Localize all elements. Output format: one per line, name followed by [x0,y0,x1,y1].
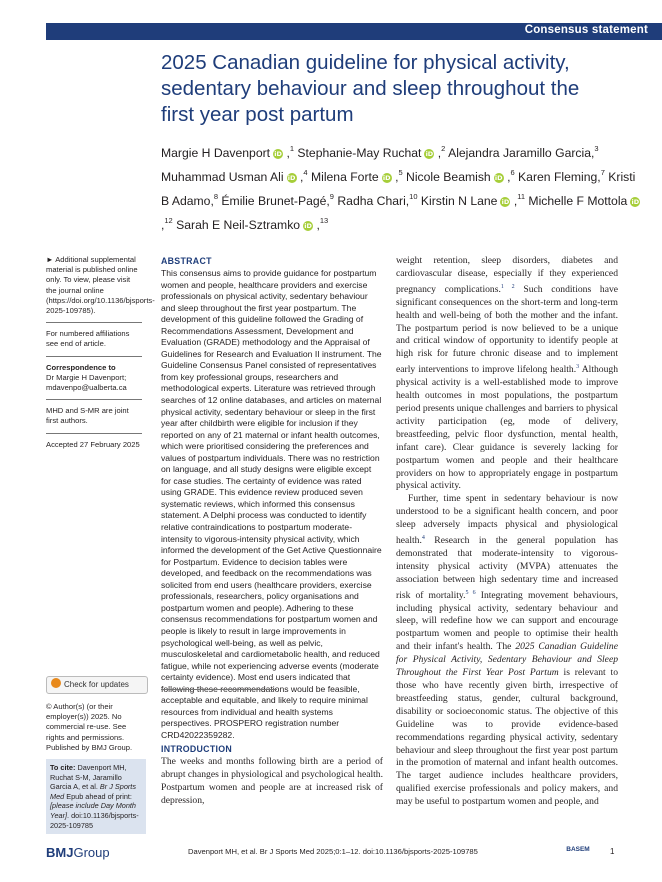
cite-box [46,759,146,834]
reference-marker[interactable]: 1 2 [500,283,515,290]
abstract-text: This consensus aims to provide guidance for postpartum women and people, healthcare providers and exercise professionals on physical activity, sedentary behaviour and sleep throughout the first year postpartum. The development of this guideline followed the Grading of Recommendations Assessment, Development and Evaluation (GRADE) methodology and the Appraisal of Guidelines for Research and Evaluation II instrument. The Guideline Consensus Panel consisted of representatives from key professional groups, researchers and methodological experts. Literature was retrieved through searches of 12 online databases, and articles on maternal physical activity, sedentary behaviour or sleep in the first year after childbirth were eligible for inclusion if they reported on any of 21 maternal or infant health outcomes, which were prioritised considering the preferences and values of postpartum individuals. There was no restriction on language, and all study designs were eligible except for case studies. The certainty of evidence was rated using GRADE. This evidence review produced seven systematic reviews, which informed this consensus statement. A Delphi process was conducted to identify relative contraindications to postpartum moderate-intensity to vigorous-intensity physical activity, which informed the development of the Get Active Questionnaire for Postpartum. Evidence to decision tables were developed, and feedback on the recommendations was solicited from end users (healthcare providers, exercise professionals, researchers, policy organisations and postpartum women and people). Adhering to these consensus recommendations for postpartum women and people is likely to result in large improvements in psychological well-being, as well as pelvic, musculoskeletal and cardiometabolic health, and reduced fatigue, while not experiencing adverse events (moderate certainty evidence). Most end users indicated that following these recommendations would be feasible, acceptable and equitable, and likely to require minimal resources from individual and health systems perspectives. PROSPERO registration number CRD42022359282. [161,268,382,740]
author-name: Émilie Brunet-Pagé, [221,194,330,208]
body-text: Further, time spent in sedentary behaviour is now understood to be a significant health concern, and poor sleep adversely impacts physical and physiological health. [396,493,618,547]
affiliation-number: 2 [441,144,446,153]
cite-epub: Epub ahead of print: [66,791,132,801]
cite-date: [please include Day Month Year] [50,801,136,820]
author-name: Stephanie-May Ruchat [297,146,422,160]
cite-authors: Davenport MH, Ruchat S-M, Jaramillo Garcia A, et al. [50,763,127,792]
correspondence-label: Correspondence to [46,362,116,372]
joint-authors-note [46,406,142,433]
author[interactable]: Michelle F Mottola iD ,$^{12}$ [161,194,640,232]
accepted-text: Accepted 27 February 2025 [46,439,140,449]
author[interactable] [337,194,417,208]
body-text: Although physical activity is a well-established mode to improve health outcomes in most populations, the postpartum period presents unique challenges and barriers to physical activity participation (eg, mode of delivery, breastfeeding, pelvic floor dysfunction, mental health, infant care). Clear guidance is severely lacking for postpartum women and people and their healthcare providers on how to appropriately engage in postpartum physical activity. [396,364,618,492]
affiliation-number: 6 [510,168,515,177]
orcid-icon[interactable]: iD [494,174,503,182]
introduction-text: The weeks and months following birth are a period of abrupt changes in physiological and psychological health. Postpartum women and people are at increased risk of depression, [161,756,383,806]
author[interactable] [518,170,605,184]
reference-marker[interactable]: 4 [421,535,425,542]
check-updates-icon [51,678,61,688]
basem-logo: BASEM [566,846,590,853]
affiliation-number: 10 [409,192,418,201]
author-name: Kristi B Adamo, [161,170,636,208]
logo-text-bmj: BMJ [46,845,74,860]
accepted-date [46,440,142,456]
affiliation-number: 12 [164,216,173,225]
banner-label: Consensus statement [524,24,648,36]
author[interactable]: Nicole Beamish iD ,$^6$ [406,168,515,184]
supplemental-text: ► Additional supplemental material is published online only. To view, please visit the journal online (https://doi.org/10.1136/bjsports-2025-109785). [46,255,155,316]
affiliation-number: 5 [398,168,403,177]
orcid-icon[interactable]: iD [304,222,312,230]
orcid-icon[interactable]: iD [425,150,434,158]
joint-authors-text: MHD and S-MR are joint first authors. [46,406,129,426]
orcid-icon[interactable]: iD [382,174,391,182]
affiliations-note [46,329,142,356]
section-banner [46,23,662,40]
bmj-logo [46,845,110,860]
copyright-note: © Author(s) (or their employer(s)) 2025. No commercial re-use. See rights and permissions. Published by BMJ Group. [46,702,133,752]
affiliation-number: 8 [213,192,219,201]
footer-citation: Davenport MH, et al. Br J Sports Med 2025;0:1–12. doi:10.1136/bjsports-2025-109785 [188,847,478,856]
author[interactable]: Muhammad Usman Ali iD ,$^4$ [161,168,308,184]
logo-text-group: Group [73,845,110,860]
correspondence [46,363,142,401]
author-name: Alejandra Jaramillo Garcia, [448,146,595,160]
author[interactable]: Milena Forte iD ,$^5$ [310,168,403,184]
body-column [396,255,618,809]
affiliation-number: 3 [594,144,599,153]
author[interactable]: Margie H Davenport iD ,$^1$ [161,144,295,160]
orcid-icon[interactable]: iD [631,198,640,206]
orcid-icon[interactable]: iD [287,174,296,182]
cite-label: To cite: [50,763,76,772]
page-number: 1 [610,847,615,856]
author[interactable]: Kirstin N Lane iD ,$^{11}$ [420,192,526,208]
orcid-icon[interactable]: iD [274,150,282,158]
cite-doi: . doi:10.1136/bjsports-2025-109785 [50,810,139,830]
author-name: Michelle F Mottola [528,194,628,208]
author[interactable]: Stephanie-May Ruchat iD ,$^2$ [297,144,446,160]
author-name: Kirstin N Lane [420,194,498,208]
author-list [161,139,641,235]
affiliation-number: 7 [600,168,605,177]
author-name: Margie H Davenport [161,146,271,160]
body-text: weight retention, sleep disorders, diabetes and cardiovascular disease, especially if they experienced pregnancy complications. [396,255,618,295]
body-text: Such conditions have significant consequences on the short-term and long-term health and well-being of both the mother and the infant. The postpartum period is now believed to be a unique and critical window of opportunity to identify people at high risk for future chronic disease and to implement early interventions to improve lifelong health. [396,283,619,376]
sidebar [46,255,155,462]
affiliation-number: 13 [319,216,329,225]
reference-marker[interactable]: 5 6 [465,589,476,596]
author-name: Nicole Beamish [406,170,491,184]
body-paragraph-1 [396,255,618,493]
body-text: is relevant to those who have recently given birth, irrespective of breastfeeding status, gender, cultural background, disability or socioeconomic status. The objective of this Guideline was to provide evidence-based recommendations regarding physical activity, sedentary behaviour and sleep throughout the first year post partum in the promotion of maternal and infant health outcomes. The target audience includes healthcare providers, qualified exercise professionals and policy makers, and may be useful to postpartum women and people, and [396,667,618,808]
body-paragraph-2 [396,493,618,809]
orcid-icon[interactable]: iD [501,198,510,206]
supplemental-note [46,255,155,323]
affiliation-number: 4 [303,168,308,177]
reference-marker[interactable]: 3 [576,364,580,371]
abstract-divider [161,689,277,690]
body-text: Research in the general population has demonstrated that moderate-intensity to vigorous-intensity physical activity (MVPA) attenuates the association between high sedentary time and increased risk of mortality. [396,535,618,601]
affiliation-number: 9 [329,192,334,201]
author-name: Sarah E Neil-Sztramko [176,218,301,232]
correspondence-text[interactable]: Dr Margie H Davenport; mdavenpo@ualberta.ca [46,372,127,393]
author-name: Karen Fleming, [518,170,601,184]
body-text: Integrating movement behaviours, including physical activity, sedentary behaviour and sleep, will redefine how we can support and encourage postpartum women and people to optimise their health and their infant's health. The [396,589,619,653]
article-title: 2025 Canadian guideline for physical activity, sedentary behaviour and sleep throughout the first year post partum [161,51,580,126]
abstract-heading: ABSTRACT [161,256,212,266]
author-name: Milena Forte [310,170,379,184]
author-name: Muhammad Usman Ali [161,170,284,184]
check-updates-button[interactable] [46,676,148,694]
check-updates-label: Check for updates [64,680,129,689]
cite-journal: Br J Sports Med [50,782,136,801]
author[interactable] [221,194,334,208]
author-name: Radha Chari, [337,194,410,208]
guideline-title: 2025 Canadian Guideline for Physical Activity, Sedentary Behaviour and Sleep Throughout the First Year Post Partum [396,641,618,679]
author[interactable] [448,146,598,160]
author[interactable]: Sarah E Neil-Sztramko iD ,$^{13}$ [176,216,329,232]
introduction-heading: INTRODUCTION [161,744,233,754]
affiliation-number: 11 [517,192,526,201]
affiliations-text: For numbered affiliations see end of article. [46,329,130,349]
affiliation-number: 1 [289,144,295,153]
